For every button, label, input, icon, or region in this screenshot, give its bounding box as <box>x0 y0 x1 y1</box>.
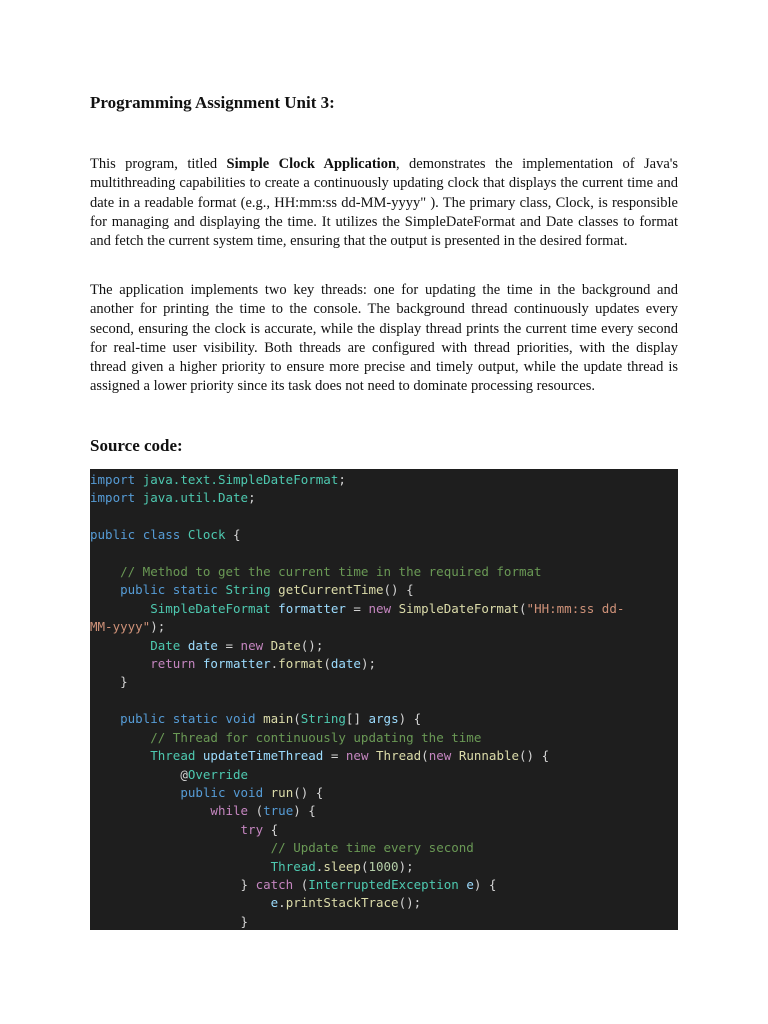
source-code-heading: Source code: <box>90 436 183 455</box>
code-token: SimpleDateFormat <box>217 472 339 487</box>
code-token: InterruptedException <box>308 876 459 892</box>
code-token: import <box>90 490 136 506</box>
code-token: public <box>180 784 226 800</box>
code-token: Date <box>270 637 301 653</box>
code-token: Date <box>150 637 181 653</box>
code-token: getCurrentTime <box>278 582 384 598</box>
code-token: java.text. <box>142 472 218 487</box>
code-token: new <box>368 600 392 616</box>
code-token: args <box>368 711 399 727</box>
code-token: formatter <box>202 656 271 672</box>
code-token: return <box>150 656 196 672</box>
code-token: MM-yyyy" <box>90 619 151 635</box>
page-title: Programming Assignment Unit 3: <box>90 93 335 112</box>
code-token: new <box>428 748 452 764</box>
code-token: static <box>172 582 218 598</box>
code-token: java.util. <box>142 490 218 506</box>
code-token: run <box>270 784 294 800</box>
code-token: Date <box>217 490 249 506</box>
code-token: main <box>263 711 294 727</box>
code-token: @ <box>180 766 188 782</box>
code-token: public <box>90 527 136 543</box>
code-token: "HH:mm:ss dd- <box>526 600 625 616</box>
code-token: printStackTrace <box>285 895 399 911</box>
code-token: static <box>172 711 218 727</box>
code-token: 1000 <box>368 858 399 874</box>
code-block <box>90 469 678 930</box>
code-token: class <box>142 527 181 543</box>
code-token: Override <box>187 766 249 782</box>
code-token: date <box>330 656 361 672</box>
code-token: catch <box>255 876 294 892</box>
app-name: Simple Clock Application <box>226 156 397 172</box>
code-token: updateTimeThread <box>202 748 324 764</box>
code-token: public <box>120 582 166 598</box>
code-token: Thread <box>376 748 422 764</box>
code-token: void <box>225 711 256 727</box>
code-token: import <box>90 472 136 487</box>
code-token: while <box>210 803 249 819</box>
code-token: // Method to get the current time in the required format <box>120 564 542 580</box>
code-token: SimpleDateFormat <box>398 600 520 616</box>
code-text: import java.text.SimpleDateFormat; import java.util.Date; public class Clock { // Method to get the current time in the required format public static String getCurrentTime() { SimpleDateFormat formatter = new SimpleDateFormat("HH:mm:ss dd- MM-yyyy"); Date date = new Date(); return formatter.format(date); } public static void main(String[] args) { // Thread for continuously updating the time Thread updateTimeThread = new Thread(new Runnable() { @Override public void run() { while (true) { try { // Update time every second Thread.sleep(1000); } catch (InterruptedException e) { e.printStackTrace(); } <box>90 472 625 929</box>
code-token: sleep <box>323 858 361 874</box>
code-token: Thread <box>150 748 196 764</box>
code-token: Runnable <box>458 748 520 764</box>
code-token: // Thread for continuously updating the time <box>150 729 482 745</box>
code-token: Thread <box>270 858 316 874</box>
code-token: formatter <box>278 600 346 616</box>
intro-text: This program, titled <box>90 156 227 172</box>
code-token: date <box>187 637 218 653</box>
intro-paragraph <box>90 155 678 251</box>
code-token: try <box>240 821 264 837</box>
code-token: void <box>233 784 264 800</box>
code-token: e <box>466 876 474 892</box>
code-token: new <box>240 637 264 653</box>
code-token: // Update time every second <box>270 840 474 856</box>
code-token: new <box>345 748 369 764</box>
code-token: public <box>120 711 166 727</box>
code-token: SimpleDateFormat <box>150 600 271 616</box>
code-token: String <box>300 711 346 727</box>
code-token: e <box>270 895 279 911</box>
code-token: Clock <box>187 527 226 543</box>
threads-paragraph: The application implements two key threads: one for updating the time in the background and another for printing the time to the console. The background thread continuously updates every second, ensuring the clock is accurate, while the display thread prints the current time every second for real-time user visibility. Both threads are configured with thread priorities, with the display thread given a higher priority to ensure more precise and timely output, while the update thread is assigned a lower priority since its task does not need to dominate processing resources. <box>90 282 678 395</box>
code-token: String <box>225 582 271 598</box>
intro-rest: , demonstrates the implementation of Java's multithreading capabilities to create a continuously updating clock that displays the current time and date in a readable format (e.g., HH:mm:ss dd-MM-yyyy" ). The primary class, Clock, is responsible for managing and displaying the time. It utilizes the SimpleDateFormat and Date classes to format and fetch the current system time, ensuring that the output is presented in the desired format. <box>90 156 679 250</box>
code-token: format <box>278 656 324 672</box>
code-token: true <box>263 803 294 819</box>
